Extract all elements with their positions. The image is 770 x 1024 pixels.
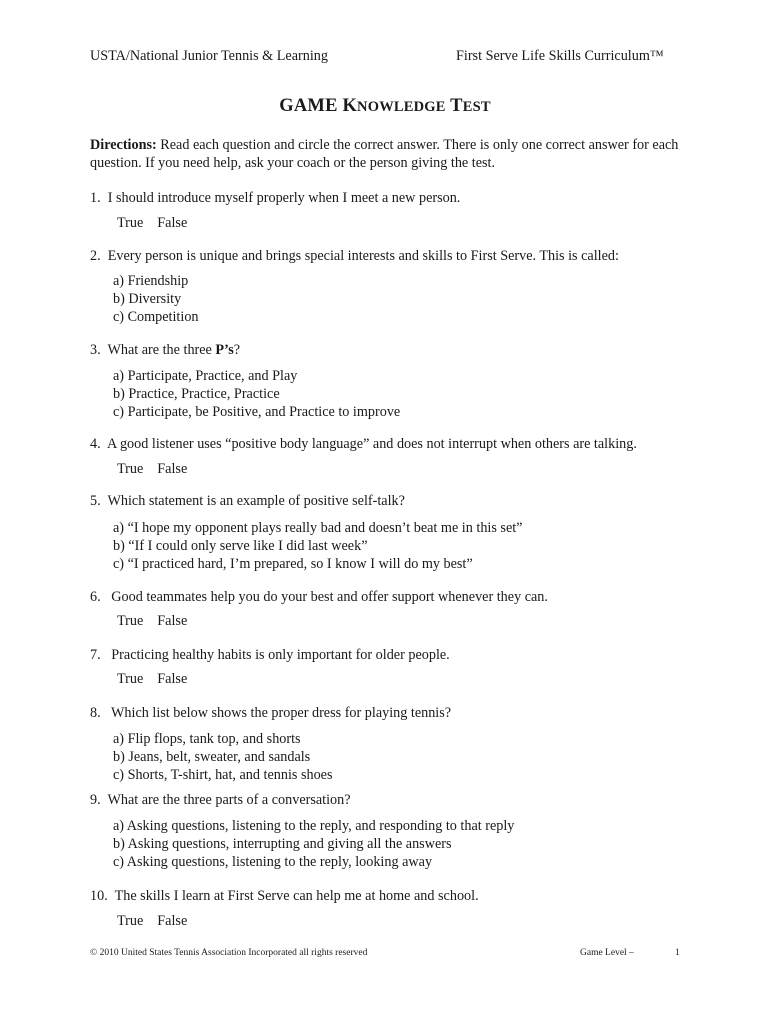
question-number: 3. (90, 342, 101, 358)
page-title (0, 96, 770, 117)
answer-true[interactable]: True (117, 613, 144, 629)
question-8 (90, 705, 690, 722)
answer-true[interactable]: True (117, 913, 144, 929)
question-text: I should introduce myself properly when I meet a new person. (107, 190, 461, 206)
question-4-answers (117, 461, 201, 478)
question-text: Good teammates help you do your best and offer support whenever they can. (111, 589, 548, 605)
question-10-answers (117, 913, 201, 930)
header-left: USTA/National Junior Tennis & Learning (90, 48, 328, 64)
question-9-options (113, 817, 514, 871)
question-text: The skills I learn at First Serve can help me at home and school. (114, 888, 479, 904)
question-3-options (113, 367, 400, 421)
question-8-options (113, 730, 333, 784)
title-est: EST (462, 99, 491, 115)
question-number: 8. (90, 705, 101, 721)
question-text: What are the three parts of a conversation? (107, 792, 351, 808)
option-b[interactable]: b) Jeans, belt, sweater, and sandals (113, 749, 311, 765)
option-b[interactable]: b) Asking questions, interrupting and giving all the answers (113, 836, 452, 852)
directions (90, 136, 680, 172)
question-text: Practicing healthy habits is only important for older people. (111, 647, 450, 663)
answer-true[interactable]: True (117, 215, 144, 231)
footer-copyright: © 2010 United States Tennis Association Incorporated all rights reserved (90, 948, 368, 958)
question-6 (90, 589, 690, 606)
question-number: 9. (90, 792, 101, 808)
option-c[interactable]: c) Asking questions, listening to the reply, looking away (113, 854, 433, 870)
question-2 (90, 248, 690, 265)
option-c[interactable]: c) Shorts, T-shirt, hat, and tennis shoes (113, 767, 333, 783)
question-number: 2. (90, 248, 101, 264)
title-k: K (342, 96, 358, 116)
footer-level: Game Level – (580, 948, 634, 958)
question-number: 4. (90, 436, 101, 452)
question-5 (90, 493, 690, 510)
option-a[interactable]: a) Participate, Practice, and Play (113, 368, 298, 384)
answer-true[interactable]: True (117, 671, 144, 687)
question-number: 7. (90, 647, 101, 663)
header-right: First Serve Life Skills Curriculum™ (456, 48, 664, 64)
directions-text: Read each question and circle the correct answer. There is only one correct answer for each question. If you need help, ask your coach or the person giving the test. (90, 137, 679, 171)
question-1-answers (117, 215, 201, 232)
option-a[interactable]: a) Friendship (113, 273, 189, 289)
question-10 (90, 888, 690, 905)
question-text-bold: P’s (215, 342, 234, 358)
directions-label: Directions: (90, 137, 157, 153)
question-text: A good listener uses “positive body language” and does not interrupt when others are talking. (106, 436, 637, 452)
footer-page-number: 1 (675, 948, 680, 958)
option-b[interactable]: b) “If I could only serve like I did last week” (113, 538, 368, 554)
title-t: T (450, 96, 463, 116)
question-number: 5. (90, 493, 101, 509)
option-a[interactable]: a) “I hope my opponent plays really bad and doesn’t beat me in this set” (113, 520, 523, 536)
question-4 (90, 436, 710, 453)
question-3 (90, 342, 690, 359)
answer-false[interactable]: False (157, 671, 188, 687)
option-b[interactable]: b) Practice, Practice, Practice (113, 386, 280, 402)
question-text-end: ? (233, 342, 241, 358)
question-7 (90, 647, 690, 664)
option-a[interactable]: a) Asking questions, listening to the reply, and responding to that reply (113, 818, 515, 834)
question-6-answers (117, 613, 201, 630)
title-word-game: GAME (279, 96, 338, 116)
question-text: Which list below shows the proper dress for playing tennis? (111, 705, 452, 721)
answer-true[interactable]: True (117, 461, 144, 477)
option-a[interactable]: a) Flip flops, tank top, and shorts (113, 731, 301, 747)
title-nowledge: NOWLEDGE (357, 99, 446, 115)
question-9 (90, 792, 690, 809)
answer-false[interactable]: False (157, 913, 188, 929)
option-b[interactable]: b) Diversity (113, 291, 182, 307)
question-text: Which statement is an example of positive self-talk? (107, 493, 405, 509)
question-text: What are the three (107, 342, 216, 358)
option-c[interactable]: c) Participate, be Positive, and Practice to improve (113, 404, 401, 420)
question-number: 10. (90, 888, 108, 904)
question-number: 6. (90, 589, 101, 605)
question-1 (90, 190, 690, 207)
option-c[interactable]: c) “I practiced hard, I’m prepared, so I know I will do my best” (113, 556, 473, 572)
option-c[interactable]: c) Competition (113, 309, 199, 325)
question-7-answers (117, 671, 201, 688)
question-5-options (113, 519, 522, 573)
question-number: 1. (90, 190, 101, 206)
answer-false[interactable]: False (157, 215, 188, 231)
question-2-options (113, 272, 199, 326)
question-text: Every person is unique and brings special interests and skills to First Serve. This is called: (107, 248, 619, 264)
answer-false[interactable]: False (157, 613, 188, 629)
answer-false[interactable]: False (157, 461, 188, 477)
